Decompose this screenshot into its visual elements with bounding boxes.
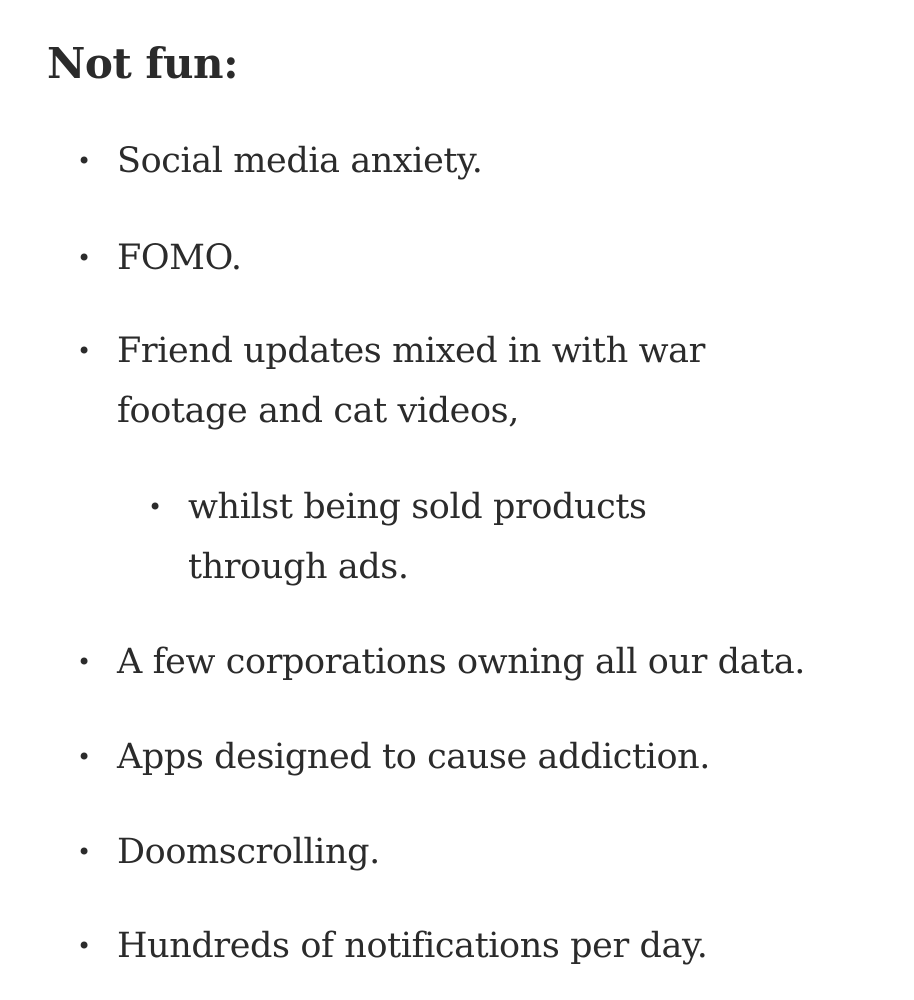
list-item-text: Apps designed to cause addiction.	[117, 737, 710, 777]
list-item-text: Doomscrolling.	[117, 832, 380, 872]
nested-list-item	[148, 477, 788, 597]
list-item-text: footage and cat videos,	[117, 391, 519, 431]
bullet-icon: •	[148, 493, 162, 521]
list-item	[77, 916, 877, 976]
bullet-icon: •	[77, 932, 91, 960]
bullet-icon: •	[77, 147, 91, 175]
bullet-icon: •	[77, 743, 91, 771]
section-heading: Not fun:	[47, 39, 239, 88]
list-item-text: A few corporations owning all our data.	[117, 642, 806, 682]
list-item-text: whilst being sold products	[188, 487, 647, 527]
list-item-text: Social media anxiety.	[117, 141, 483, 181]
bullet-icon: •	[77, 337, 91, 365]
list-item-text: through ads.	[188, 547, 409, 587]
bullet-icon: •	[77, 244, 91, 272]
list-item-text: Friend updates mixed in with war	[117, 331, 705, 371]
bullet-icon: •	[77, 838, 91, 866]
list-item	[77, 321, 877, 441]
list-item	[77, 727, 877, 787]
list-item-text: FOMO.	[117, 238, 242, 278]
list-item	[77, 822, 877, 882]
list-item-text: Hundreds of notifications per day.	[117, 926, 708, 966]
bullet-icon: •	[77, 648, 91, 676]
list-item	[77, 632, 877, 692]
list-item	[77, 228, 877, 288]
list-item	[77, 131, 877, 191]
